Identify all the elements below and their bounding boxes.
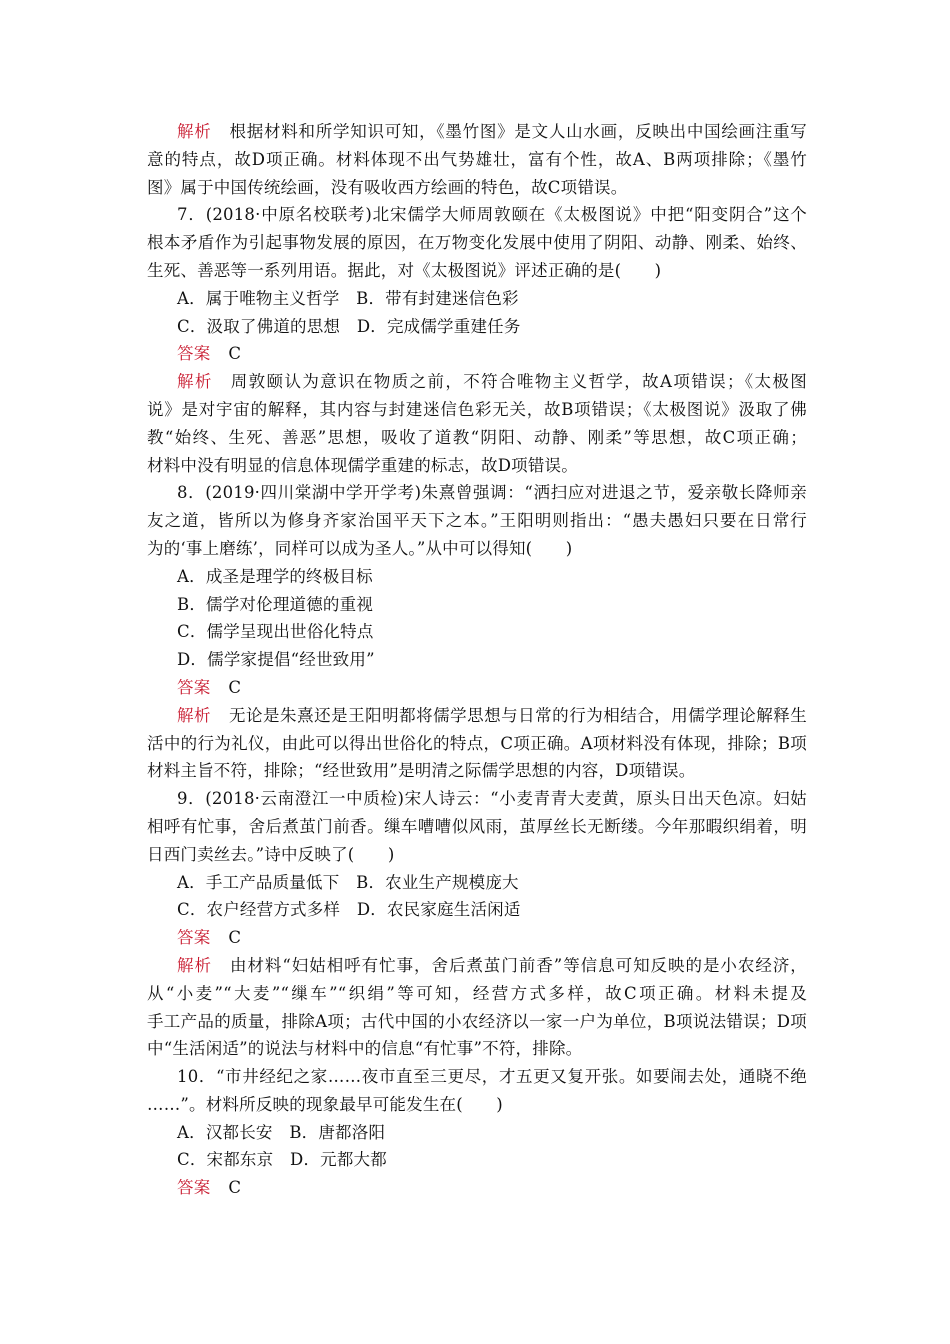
text-line [147,869,807,897]
text-line [147,424,807,452]
analysis-line [147,952,807,980]
line-text: 9．(2018·云南澄江一中质检)宋人诗云：“小麦青青大麦黄，原头日出天色凉。妇姑 [177,789,807,809]
line-text: C．宋都东京 D．元都大都 [177,1150,387,1170]
line-text: D．儒学家提倡“经世致用” [177,650,375,670]
text-line [147,1119,807,1147]
line-text: 根据材料和所学知识可知，《墨竹图》是文人山水画，反映出中国绘画注重写 [229,122,807,141]
text-line [147,201,807,229]
text-line [147,1063,807,1091]
text-line [147,841,807,869]
line-text: 相呼有忙事，舍后煮茧门前香。缫车嘈嘈似风雨，茧厚丝长无断缕。今年那暇织绢着，明 [147,816,807,836]
analysis-label: 解析 [177,955,212,975]
text-line [147,146,807,174]
answer-label: 答案 [177,928,211,948]
line-text: C [228,677,242,697]
analysis-line [147,368,807,396]
line-text: C．汲取了佛道的思想 D．完成儒学重建任务 [177,316,521,336]
line-text: 周敦颐认为意识在物质之前，不符合唯物主义哲学，故A项错误；《太极图 [230,372,807,392]
line-text: A．汉都长安 B．唐都洛阳 [177,1122,386,1142]
line-text: 根本矛盾作为引起事物发展的原因，在万物变化发展中使用了阴阳、动静、刚柔、始终、 [147,233,807,253]
answer-line [147,924,807,952]
answer-label: 答案 [177,1178,211,1198]
line-text: 7．(2018·中原名校联考)北宋儒学大师周敦颐在《太极图说》中把“阳变阴合”这个 [177,205,807,225]
line-text: A．成圣是理学的终极目标 [177,566,373,586]
line-text: C [228,928,242,948]
line-text: 中“生活闲适”的说法与材料中的信息“有忙事”不符，排除。 [147,1039,583,1059]
analysis-line [147,702,807,730]
text-line [147,229,807,257]
text-line [147,980,807,1008]
text-line [147,174,807,202]
line-text: C [228,344,242,364]
analysis-label: 解析 [177,372,213,392]
answer-line [147,1174,807,1202]
line-text: 活中的行为礼仪，由此可以得出世俗化的特点，C项正确。A项材料没有体现，排除；B项 [147,733,807,753]
text-line [147,1035,807,1063]
answer-label: 答案 [177,677,211,697]
text-line [147,563,807,591]
text-line [147,396,807,424]
text-line [147,535,807,563]
line-text: 材料主旨不符，排除；“经世致用”是明清之际儒学思想的内容，D项错误。 [147,761,696,781]
line-text: C [228,1178,242,1198]
document-body [147,118,807,1202]
answer-line [147,674,807,702]
text-line [147,479,807,507]
line-text: 意的特点，故D项正确。材料体现不出气势雄壮，富有个性，故A、B两项排除；《墨竹 [147,149,807,169]
text-line [147,757,807,785]
text-line [147,591,807,619]
line-text: A．手工产品质量低下 B．农业生产规模庞大 [177,872,519,892]
line-text: A．属于唯物主义哲学 B．带有封建迷信色彩 [177,288,519,308]
analysis-label: 解析 [177,705,212,725]
analysis-label: 解析 [177,122,212,141]
text-line [147,896,807,924]
line-text: 教“始终、生死、善恶”思想，吸收了道教“阴阳、动静、刚柔”等思想，故C项正确； [147,427,807,447]
line-text: 从“小麦”“大麦”“缫车”“织绢”等可知，经营方式多样，故C项正确。材料未提及 [147,983,807,1003]
text-line [147,1146,807,1174]
text-line [147,452,807,480]
line-text: 生死、善恶等一系列用语。据此，对《太极图说》评述正确的是( ) [147,260,662,280]
line-text: 材料中没有明显的信息体现儒学重建的标志，故D项错误。 [147,455,578,475]
line-text: C．儒学呈现出世俗化特点 [177,622,374,642]
text-line [147,1091,807,1119]
text-line [147,257,807,285]
text-line [147,813,807,841]
line-text: ……”。材料所反映的现象最早可能发生在( ) [147,1094,503,1114]
line-text: C．农户经营方式多样 D．农民家庭生活闲适 [177,900,521,920]
line-text: 为的‘事上磨练’，同样可以成为圣人。”从中可以得知( ) [147,538,573,558]
line-text: 友之道，皆所以为修身齐家治国平天下之本。”王阳明则指出：“愚夫愚妇只要在日常行 [147,511,807,531]
line-text: B．儒学对伦理道德的重视 [177,594,374,614]
text-line [147,507,807,535]
answer-line [147,340,807,368]
line-text: 图》属于中国传统绘画，没有吸收西方绘画的特色，故C项错误。 [147,177,628,197]
text-line [147,785,807,813]
line-text: 8．(2019·四川棠湖中学开学考)朱熹曾强调：“洒扫应对进退之节，爱亲敬长降师亲 [177,483,807,503]
line-text: 无论是朱熹还是王阳明都将儒学思想与日常的行为相结合，用儒学理论解释生 [229,705,807,725]
line-text: 日西门卖丝去。”诗中反映了( ) [147,844,395,864]
text-line [147,646,807,674]
text-line [147,730,807,758]
answer-label: 答案 [177,344,211,364]
line-text: 说》是对宇宙的解释，其内容与封建迷信色彩无关，故B项错误；《太极图说》汲取了佛 [147,399,807,419]
line-text: 由材料“妇姑相呼有忙事，舍后煮茧门前香”等信息可知反映的是小农经济， [229,955,808,975]
text-line [147,618,807,646]
line-text: 手工产品的质量，排除A项；古代中国的小农经济以一家一户为单位，B项说法错误；D项 [147,1011,807,1031]
text-line [147,285,807,313]
line-text: 10．“市井经纪之家……夜市直至三更尽，才五更又复开张。如要闹去处，通晓不绝 [177,1067,807,1087]
text-line [147,313,807,341]
analysis-line [147,118,807,146]
text-line [147,1008,807,1036]
